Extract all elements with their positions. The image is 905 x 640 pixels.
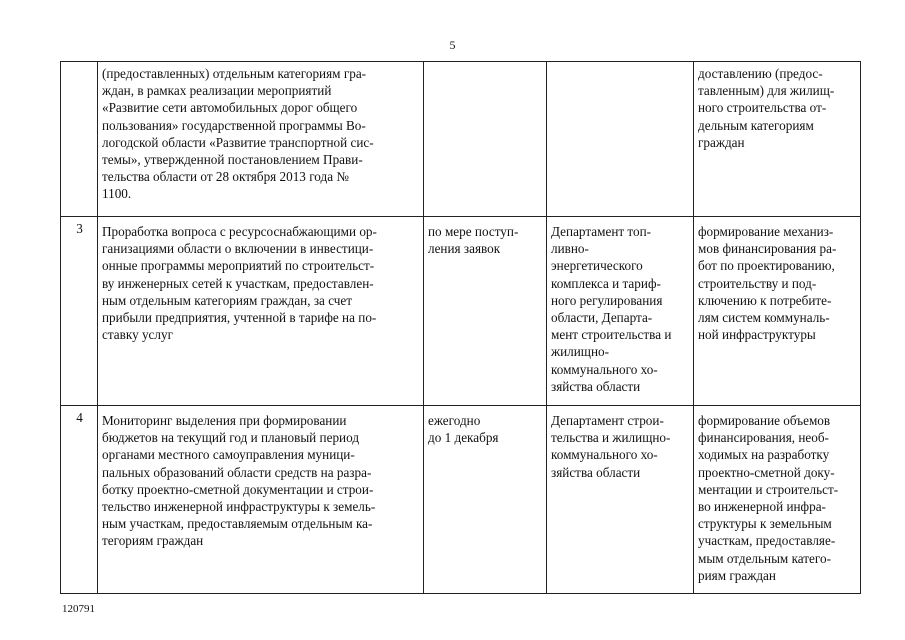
page-number: 5 [449,38,456,52]
row-number [61,62,98,217]
term-cell [424,62,547,217]
result-cell: формирование механиз- мов финансирования ра- бот по проектированию, строительству и под- ключению к потребите- лям систем коммуналь- ной инфраструктуры [694,217,861,406]
table-row [61,406,861,594]
activity-cell: Мониторинг выделения при формировании бюджетов на текущий год и плановый период органами местного самоуправления муници- пальных образований области средств на разра- ботку проектно-сметной документации и строи- тельство инженерной инфраструктуры к земель- ным участкам, предоставляемым отдельным ка- тегориям граждан [98,406,424,594]
responsible-cell: Департамент строи- тельства и жилищно- коммунального хо- зяйства области [547,406,694,594]
responsible-cell: Департамент топ- ливно- энергетического комплекса и тариф- ного регулирования области, Департа- мент строительства и жилищно- коммунального хо- зяйства области [547,217,694,406]
result-cell: доставлению (предос- тавленным) для жилищ- ного строительства от- дельным категориям граждан [694,62,861,217]
result-cell: формирование объемов финансирования, необ- ходимых на разработку проектно-сметной доку- ментации и строительст- во инженерной инфра- структуры к земельным участкам, предоставляе- мым отдельным катего- риям граждан [694,406,861,594]
activity-cell: (предоставленных) отдельным категориям гра- ждан, в рамках реализации мероприятий «Развитие сети автомобильных дорог общего пользования» государственной программы Во- логодской области «Развитие транспортной сис- темы», утвержденной постановлением Прави- тельства области от 28 октября 2013 года № 1100. [98,62,424,217]
row-number: 4 [61,406,98,594]
term-cell: по мере поступ- ления заявок [424,217,547,406]
measures-table [60,61,861,594]
term-cell: ежегодно до 1 декабря [424,406,547,594]
table-row [61,62,861,217]
activity-cell: Проработка вопроса с ресурсоснабжающими ор- ганизациями области о включении в инвестици- онные программы мероприятий по строительст- ву инженерных сетей к участкам, предоставлен- ным отдельным категориям граждан, за счет прибыли предприятия, учтенной в тарифе на по- ставку услуг [98,217,424,406]
row-number: 3 [61,217,98,406]
table-row [61,217,861,406]
responsible-cell [547,62,694,217]
document-code: 120791 [62,603,95,615]
